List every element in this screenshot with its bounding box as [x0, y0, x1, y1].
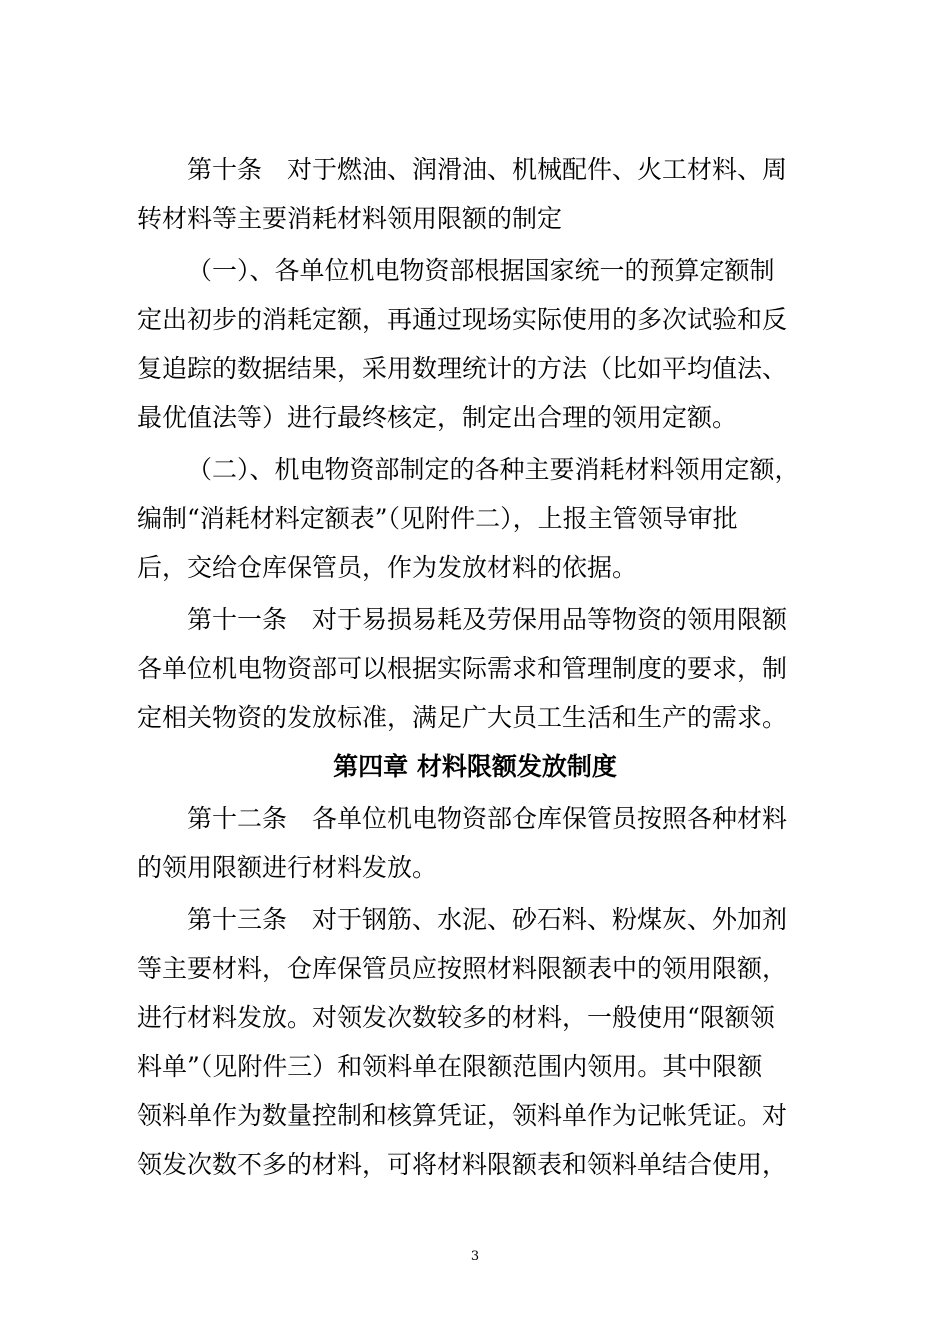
paragraph-line: 定相关物资的发放标准，满足广大员工生活和生产的需求。 [137, 703, 788, 732]
paragraph-line: 后，交给仓库保管员，作为发放材料的依据。 [137, 553, 638, 582]
paragraph-line: 复追踪的数据结果，采用数理统计的方法（比如平均值法、 [137, 354, 788, 383]
paragraph-line: 第十条 对于燃油、润滑油、机械配件、火工材料、周 [187, 155, 788, 184]
page-number: 3 [470, 1249, 480, 1264]
paragraph-line: 第十二条 各单位机电物资部仓库保管员按照各种材料 [187, 804, 788, 833]
paragraph-line: 的领用限额进行材料发放。 [137, 853, 438, 882]
paragraph-line: 定出初步的消耗定额，再通过现场实际使用的多次试验和反 [137, 305, 788, 334]
paragraph-line: 领发次数不多的材料，可将材料限额表和领料单结合使用， [137, 1150, 788, 1179]
paragraph-line: 第十三条 对于钢筋、水泥、砂石料、粉煤灰、外加剂 [187, 905, 788, 934]
paragraph-line: 领料单作为数量控制和核算凭证，领料单作为记帐凭证。对 [137, 1101, 788, 1130]
paragraph-line: 第十一条 对于易损易耗及劳保用品等物资的领用限额 [187, 605, 788, 634]
chapter-heading: 第四章 材料限额发放制度 [333, 752, 617, 781]
paragraph-line: （二）、机电物资部制定的各种主要消耗材料领用定额， [187, 455, 800, 484]
paragraph-line: 转材料等主要消耗材料领用限额的制定 [137, 204, 563, 233]
paragraph-line: 料单”（见附件三）和领料单在限额范围内领用。其中限额 [137, 1052, 763, 1081]
paragraph-line: 进行材料发放。对领发次数较多的材料，一般使用“限额领 [137, 1003, 775, 1032]
paragraph-line: 各单位机电物资部可以根据实际需求和管理制度的要求，制 [137, 654, 788, 683]
paragraph-line: 等主要材料，仓库保管员应按照材料限额表中的领用限额， [137, 954, 788, 983]
paragraph-line: 编制“消耗材料定额表”（见附件二），上报主管领导审批 [137, 504, 738, 533]
paragraph-line: （一）、各单位机电物资部根据国家统一的预算定额制 [187, 256, 775, 285]
paragraph-line: 最优值法等）进行最终核定，制定出合理的领用定额。 [137, 403, 738, 432]
